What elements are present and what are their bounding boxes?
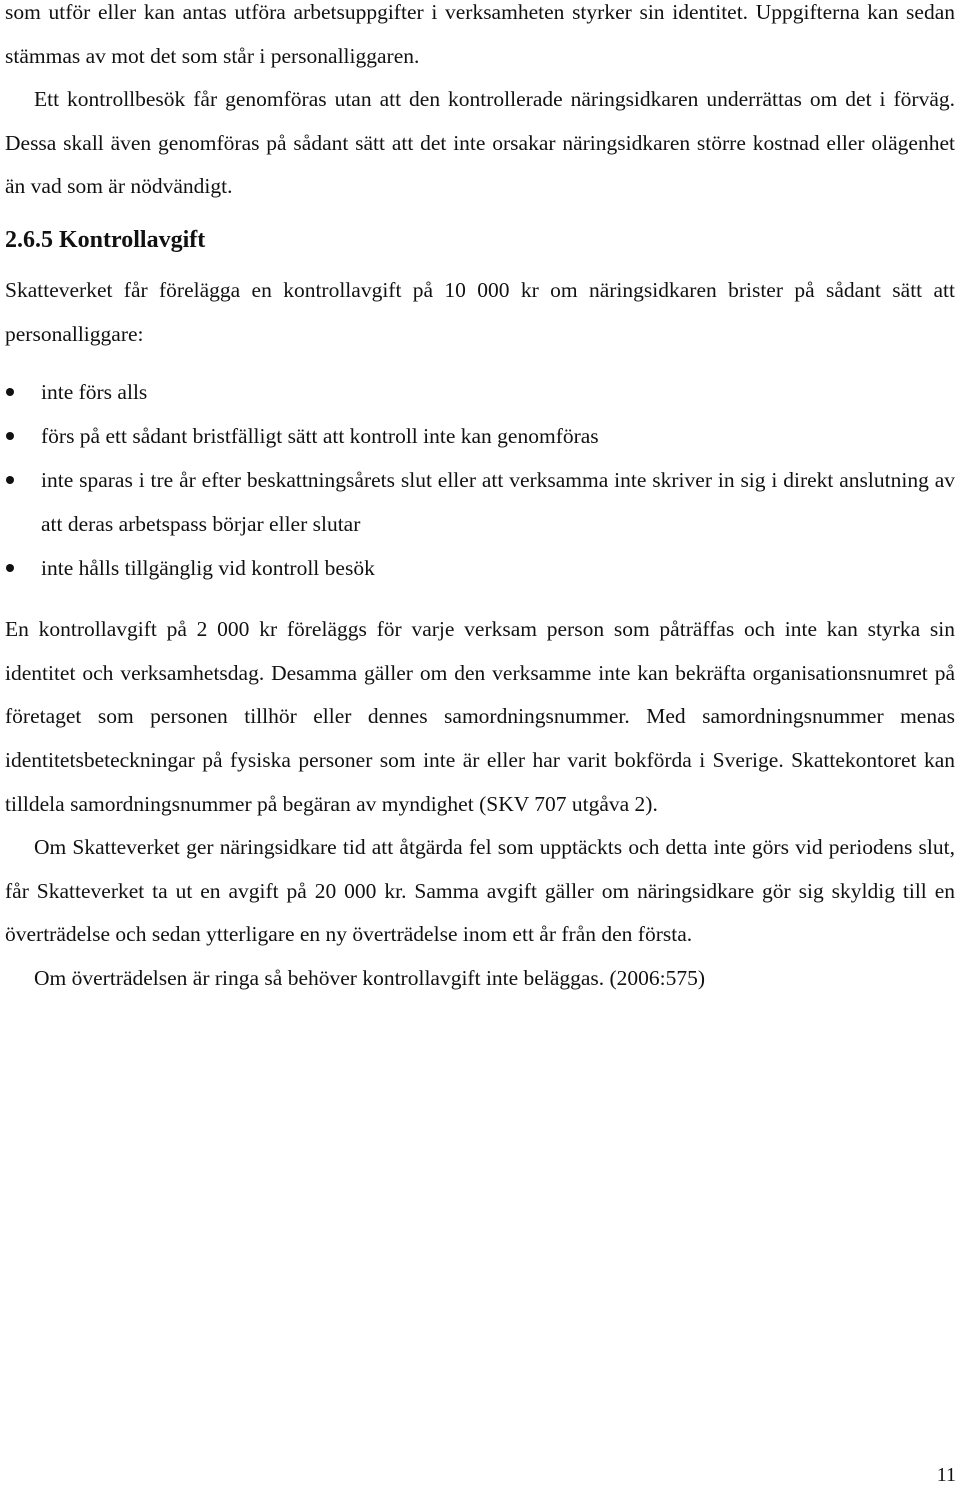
body-paragraph: som utför eller kan antas utföra arbetsuppgifter i verksamheten styrker sin identitet. Uppgifterna kan sedan stämmas av mot det som står i personalliggaren.	[5, 0, 955, 68]
list-item	[5, 370, 955, 414]
list-item-text: inte sparas i tre år efter beskattningsårets slut eller att verksamma inte skriver in sig i direkt anslutning av att deras arbetspass börjar eller slutar	[41, 468, 955, 537]
section-intro: Skatteverket får förelägga en kontrollavgift på 10 000 kr om näringsidkaren brister på sådant sätt att personalliggare:	[5, 277, 955, 346]
list-item	[5, 546, 955, 590]
bullet-icon	[6, 564, 14, 572]
list-item-text: förs på ett sådant bristfälligt sätt att kontroll inte kan genomföras	[41, 424, 599, 449]
list-item	[5, 458, 955, 546]
list-item-text: inte hålls tillgänglig vid kontroll besök	[41, 556, 375, 581]
body-paragraph: Ett kontrollbesök får genomföras utan att den kontrollerade näringsidkaren underrättas om det i förväg. Dessa skall även genomföras på sådant sätt att det inte orsakar näringsidkaren större kostnad eller olägenhet än vad som är nödvändigt.	[5, 87, 955, 199]
bullet-list	[5, 370, 955, 590]
list-item-text: inte förs alls	[41, 380, 148, 405]
section-heading: 2.6.5 Kontrollavgift	[5, 226, 206, 253]
bullet-icon	[6, 432, 14, 440]
page-number: 11	[936, 1464, 956, 1486]
body-paragraph: Om Skatteverket ger näringsidkare tid att åtgärda fel som upptäckts och detta inte görs vid periodens slut, får Skatteverket ta ut en avgift på 20 000 kr. Samma avgift gäller om näringsidkare gör sig skyldig till en överträdelse och sedan ytterligare en ny överträdelse inom ett år från den första.	[5, 835, 955, 947]
bullet-icon	[6, 388, 14, 396]
list-item	[5, 414, 955, 458]
document-page	[5, 0, 955, 1001]
bullet-icon	[6, 476, 14, 484]
body-paragraph: En kontrollavgift på 2 000 kr föreläggs för varje verksam person som påträffas och inte kan styrka sin identitet och verksamhetsdag. Desamma gäller om den verksamme inte kan bekräfta organisationsnumret på företaget som personen tillhör eller dennes samordningsnummer. Med samordningsnummer menas identitetsbeteckningar på fysiska personer som inte är eller har varit bokförda i Sverige. Skattekontoret kan tilldela samordningsnummer på begäran av myndighet (SKV 707 utgåva 2).	[5, 617, 955, 816]
body-paragraph: Om överträdelsen är ringa så behöver kontrollavgift inte beläggas. (2006:575)	[34, 965, 706, 990]
